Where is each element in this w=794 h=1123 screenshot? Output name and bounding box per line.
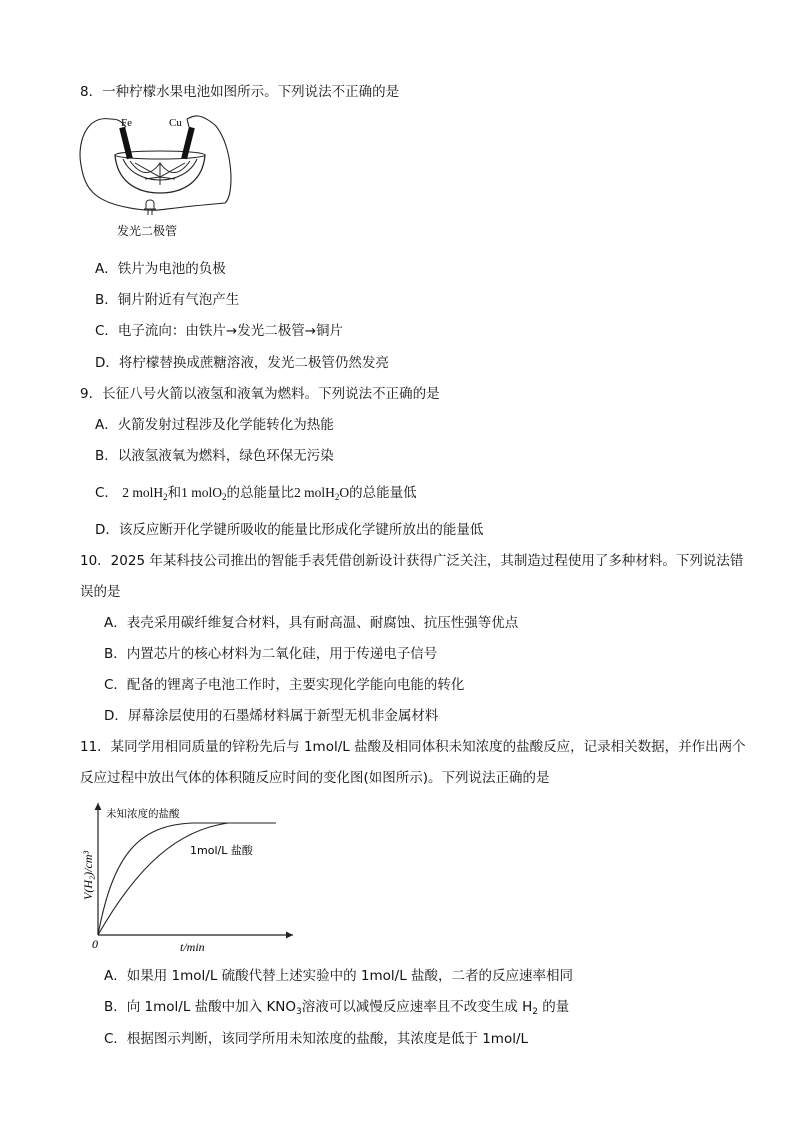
q8-option-a: A．铁片为电池的负极 bbox=[95, 261, 226, 277]
led-icon bbox=[144, 200, 156, 215]
q9-stem: 9．长征八号火箭以液氢和液氧为燃料。下列说法不正确的是 bbox=[80, 386, 440, 402]
q11-option-b: B．向 1mol/L 盐酸中加入 $KNO_3$溶液可以减慢反应速率且不改变生成 $H_2$ 的量 bbox=[104, 999, 570, 1017]
led-caption: 发光二极管 bbox=[117, 224, 178, 238]
q9-option-b: B．以液氢液氧为燃料，绿色环保无污染 bbox=[95, 448, 334, 464]
q10-option-c: C．配备的锂离子电池工作时，主要实现化学能向电能的转化 bbox=[104, 677, 465, 693]
cu-label: Cu bbox=[169, 117, 182, 129]
curve-unknown-label: 未知浓度的盐酸 bbox=[106, 808, 180, 820]
q8-option-c: C．电子流向：由铁片→发光二极管→铜片 bbox=[95, 323, 344, 339]
curve-1mol-label: 1mol/L 盐酸 bbox=[190, 844, 253, 857]
volume-time-graph bbox=[78, 795, 308, 955]
curve-1mol-acid bbox=[98, 823, 276, 935]
q10-stem-line1: 10．2025 年某科技公司推出的智能手表凭借创新设计获得广泛关注，其制造过程使用了多种材料。下列说法错 bbox=[80, 553, 744, 569]
q8-option-b: B．铜片附近有气泡产生 bbox=[95, 292, 240, 308]
q11-option-c: C．根据图示判断，该同学所用未知浓度的盐酸，其浓度是低于 1mol/L bbox=[104, 1031, 529, 1047]
q9-option-c: C． 2 molH$_2$和1 molO$_2$的总能量比2 molH$_2$O的总能量低 bbox=[95, 485, 417, 502]
lemon-battery-figure bbox=[75, 105, 235, 245]
fe-label: Fe bbox=[121, 117, 132, 129]
q11-option-a: A．如果用 1mol/L 硫酸代替上述实验中的 1mol/L 盐酸，二者的反应速率相同 bbox=[104, 968, 574, 984]
q11-stem-line1: 11．某同学用相同质量的锌粉先后与 1mol/L 盐酸及相同体积未知浓度的盐酸反应，记录相关数据，并作出两个 bbox=[80, 739, 746, 755]
origin-label: 0 bbox=[92, 937, 98, 951]
q10-stem-line2: 误的是 bbox=[80, 584, 121, 600]
q8-stem: 8．一种柠檬水果电池如图所示。下列说法不正确的是 bbox=[80, 84, 400, 100]
q10-option-d: D．屏幕涂层使用的石墨烯材料属于新型无机非金属材料 bbox=[104, 708, 439, 724]
x-axis-label: t/min bbox=[180, 940, 205, 954]
curve-unknown-acid bbox=[98, 823, 276, 935]
q10-option-a: A．表壳采用碳纤维复合材料，具有耐高温、耐腐蚀、抗压性强等优点 bbox=[104, 615, 519, 631]
q10-option-b: B．内置芯片的核心材料为二氧化硅，用于传递电子信号 bbox=[104, 646, 438, 662]
q9-option-d: D．该反应断开化学键所吸收的能量比形成化学键所放出的能量低 bbox=[95, 522, 484, 538]
q8-option-d: D．将柠檬替换成蔗糖溶液，发光二极管仍然发亮 bbox=[95, 355, 389, 371]
q9-option-a: A．火箭发射过程涉及化学能转化为热能 bbox=[95, 417, 334, 433]
y-axis-label: V(H₂)/cm³ bbox=[81, 850, 95, 900]
q11-stem-line2: 反应过程中放出气体的体积随反应时间的变化图(如图所示)。下列说法正确的是 bbox=[80, 770, 550, 786]
